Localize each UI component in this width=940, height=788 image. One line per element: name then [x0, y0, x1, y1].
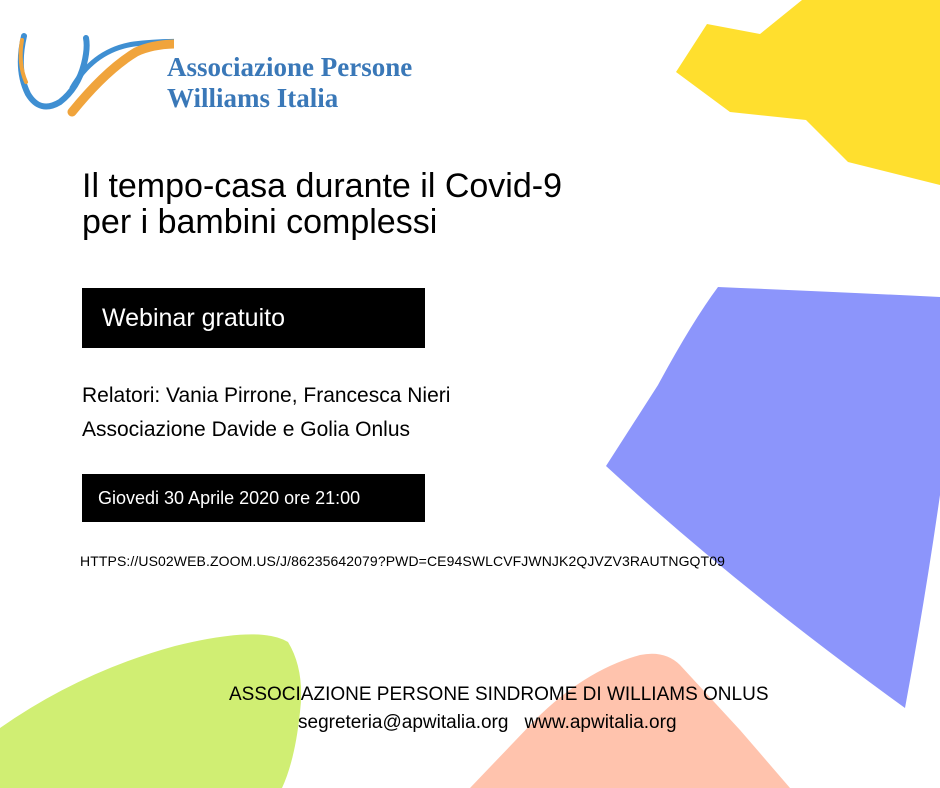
webinar-badge: Webinar gratuito: [82, 288, 425, 348]
speakers-block: [82, 379, 450, 447]
footer-org-name: ASSOCIAZIONE PERSONE SINDROME DI WILLIAMS ONLUS: [229, 684, 769, 705]
event-title-line1: Il tempo-casa durante il Covid-9: [82, 167, 563, 205]
affiliation-line: Associazione Davide e Golia Onlus: [82, 418, 411, 441]
yellow-shape: [676, 0, 940, 185]
event-title-line2: per i bambini complessi: [82, 203, 438, 241]
event-title: [82, 168, 562, 240]
organization-name-line1: Associazione Persone: [167, 52, 413, 82]
ribbon-logo-icon: [14, 30, 174, 122]
footer: [229, 681, 769, 737]
footer-contacts: [229, 709, 769, 737]
datetime-badge: Giovedi 30 Aprile 2020 ore 21:00: [82, 474, 425, 522]
organization-name: [167, 52, 412, 114]
zoom-link[interactable]: HTTPS://US02WEB.ZOOM.US/J/86235642079?PWD=CE94SWLCVFJWNJK2QJVZV3RAUTNGQT09: [80, 553, 725, 569]
speakers-line: Relatori: Vania Pirrone, Francesca Nieri: [82, 384, 451, 407]
website-link[interactable]: www.apwitalia.org: [524, 712, 677, 733]
email-link[interactable]: segreteria@apwitalia.org: [298, 712, 509, 733]
organization-name-line2: Williams Italia: [167, 83, 339, 113]
purple-shape: [606, 287, 940, 708]
